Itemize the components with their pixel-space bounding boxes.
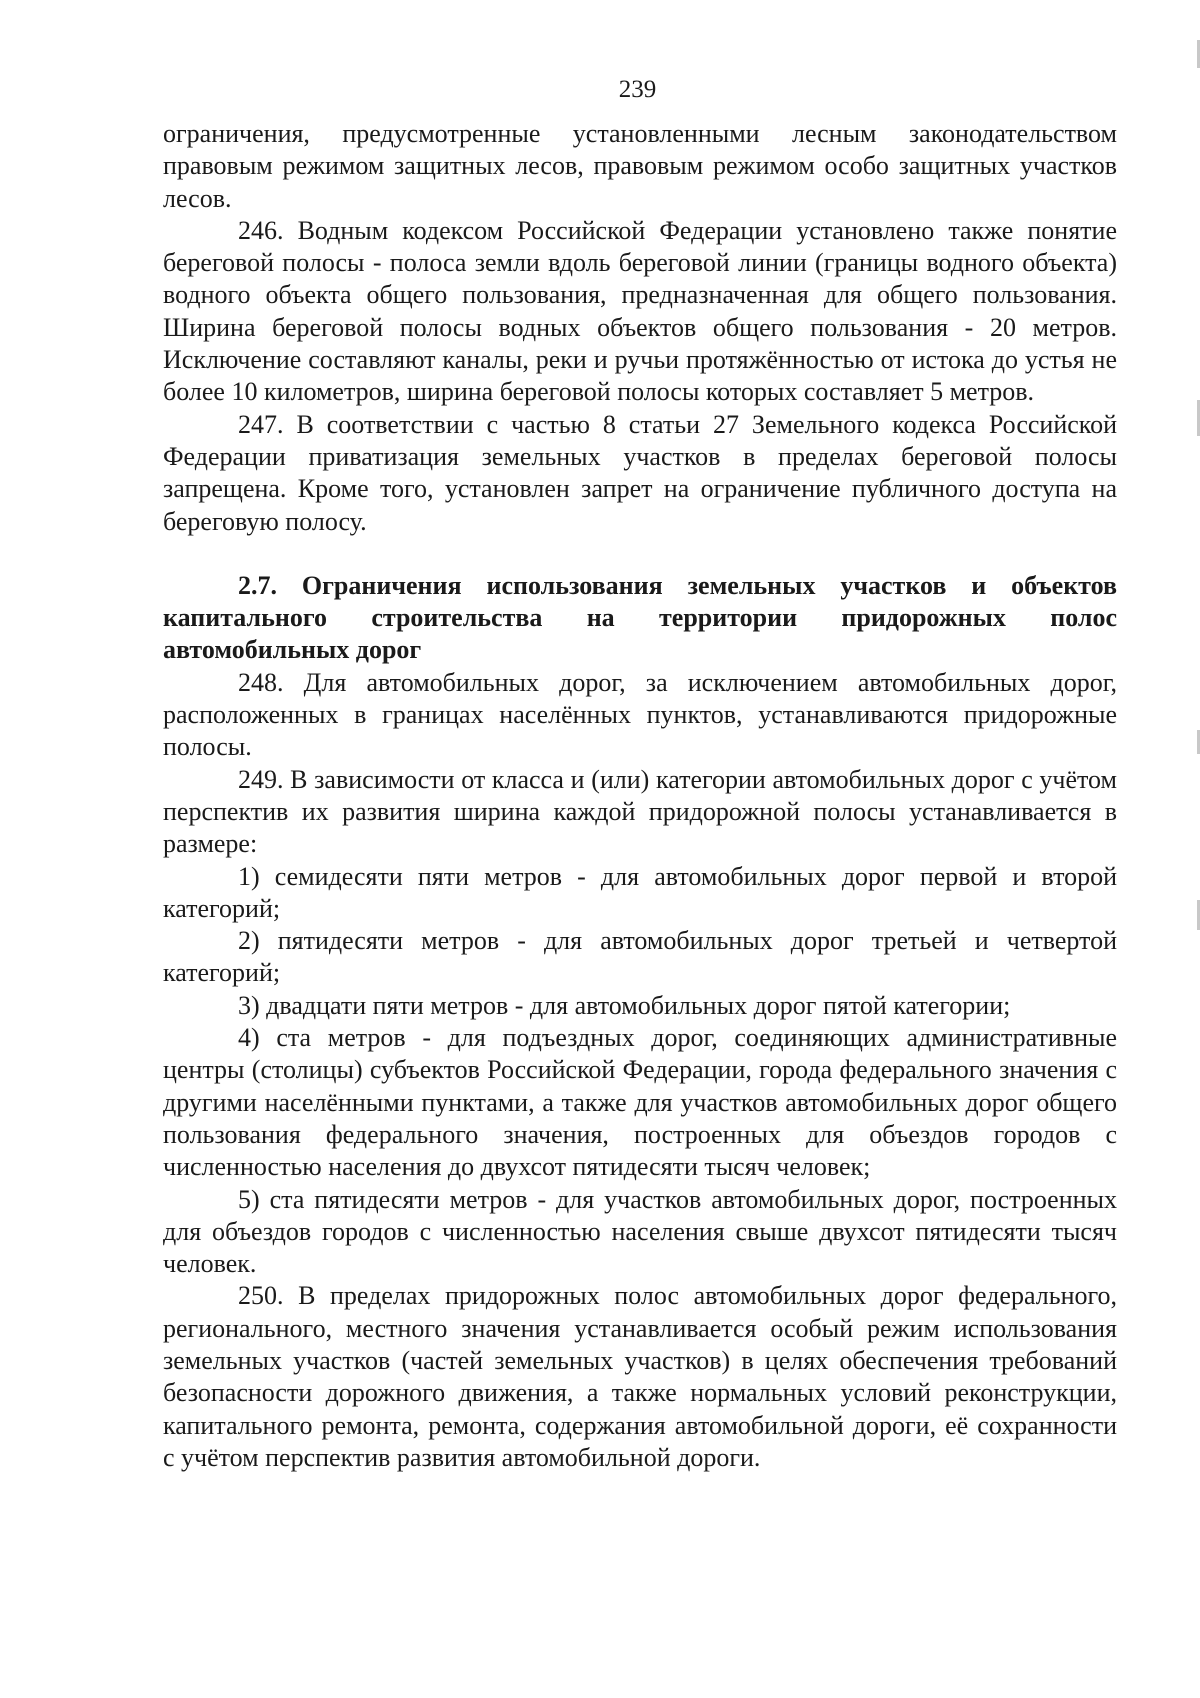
paragraph-248: 248. Для автомобильных дорог, за исключением автомобильных дорог, расположенных в границах населённых пунктов, устанавливаются придорожные полосы. — [163, 667, 1117, 762]
list-item-5: 5) ста пятидесяти метров - для участков автомобильных дорог, построенных для объездов городов с численностью населения свыше двухсот пятидесяти тысяч человек. — [163, 1184, 1117, 1279]
page-number: 239 — [618, 76, 657, 103]
paragraph-247: 247. В соответствии с частью 8 статьи 27 Земельного кодекса Российской Федерации приватизация земельных участков в пределах береговой полосы запрещена. Кроме того, установлен запрет на ограничение публичного доступа на береговую полосу. — [163, 409, 1117, 536]
paragraph-continuation: ограничения, предусмотренные установленными лесным законодательством правовым режимом защитных лесов, правовым режимом особо защитных участков лесов. — [163, 119, 1117, 213]
section-heading-2-7: 2.7. Ограничения использования земельных участков и объектов капитального строительства на территории придорожных полос автомобильных дорог — [163, 570, 1117, 665]
document-body — [163, 118, 1117, 1474]
list-item-1: 1) семидесяти пяти метров - для автомобильных дорог первой и второй категорий; — [163, 861, 1117, 923]
paragraph-249: 249. В зависимости от класса и (или) категории автомобильных дорог с учётом перспектив их развития ширина каждой придорожной полосы устанавливается в размере: — [163, 764, 1117, 859]
list-item-3: 3) двадцати пяти метров - для автомобильных дорог пятой категории; — [238, 990, 1011, 1020]
paragraph-250: 250. В пределах придорожных полос автомобильных дорог федерального, регионального, местного значения устанавливается особый режим использования земельных участков (частей земельных участков) в целях обеспечения требований безопасности дорожного движения, а также нормальных условий реконструкции, капитального ремонта, ремонта, содержания автомобильной дороги, её сохранности с учётом перспектив развития автомобильной дороги. — [163, 1281, 1117, 1472]
list-item-4: 4) ста метров - для подъездных дорог, соединяющих административные центры (столицы) субъектов Российской Федерации, города федерального значения с другими населёнными пунктами, а также для участков автомобильных дорог общего пользования федерального значения, построенных для объездов городов с численностью населения до двухсот пятидесяти тысяч человек; — [163, 1023, 1117, 1182]
paragraph-246: 246. Водным кодексом Российской Федерации установлено также понятие береговой полосы - полоса земли вдоль береговой линии (границы водного объекта) водного объекта общего пользования, предназначенная для общего пользования. Ширина береговой полосы водных объектов общего пользования - 20 метров. Исключение составляют каналы, реки и ручьи протяжённостью от истока до устья не более 10 километров, ширина береговой полосы которых составляет 5 метров. — [163, 215, 1117, 407]
list-item-2: 2) пятидесяти метров - для автомобильных дорог третьей и четвертой категорий; — [163, 926, 1117, 988]
